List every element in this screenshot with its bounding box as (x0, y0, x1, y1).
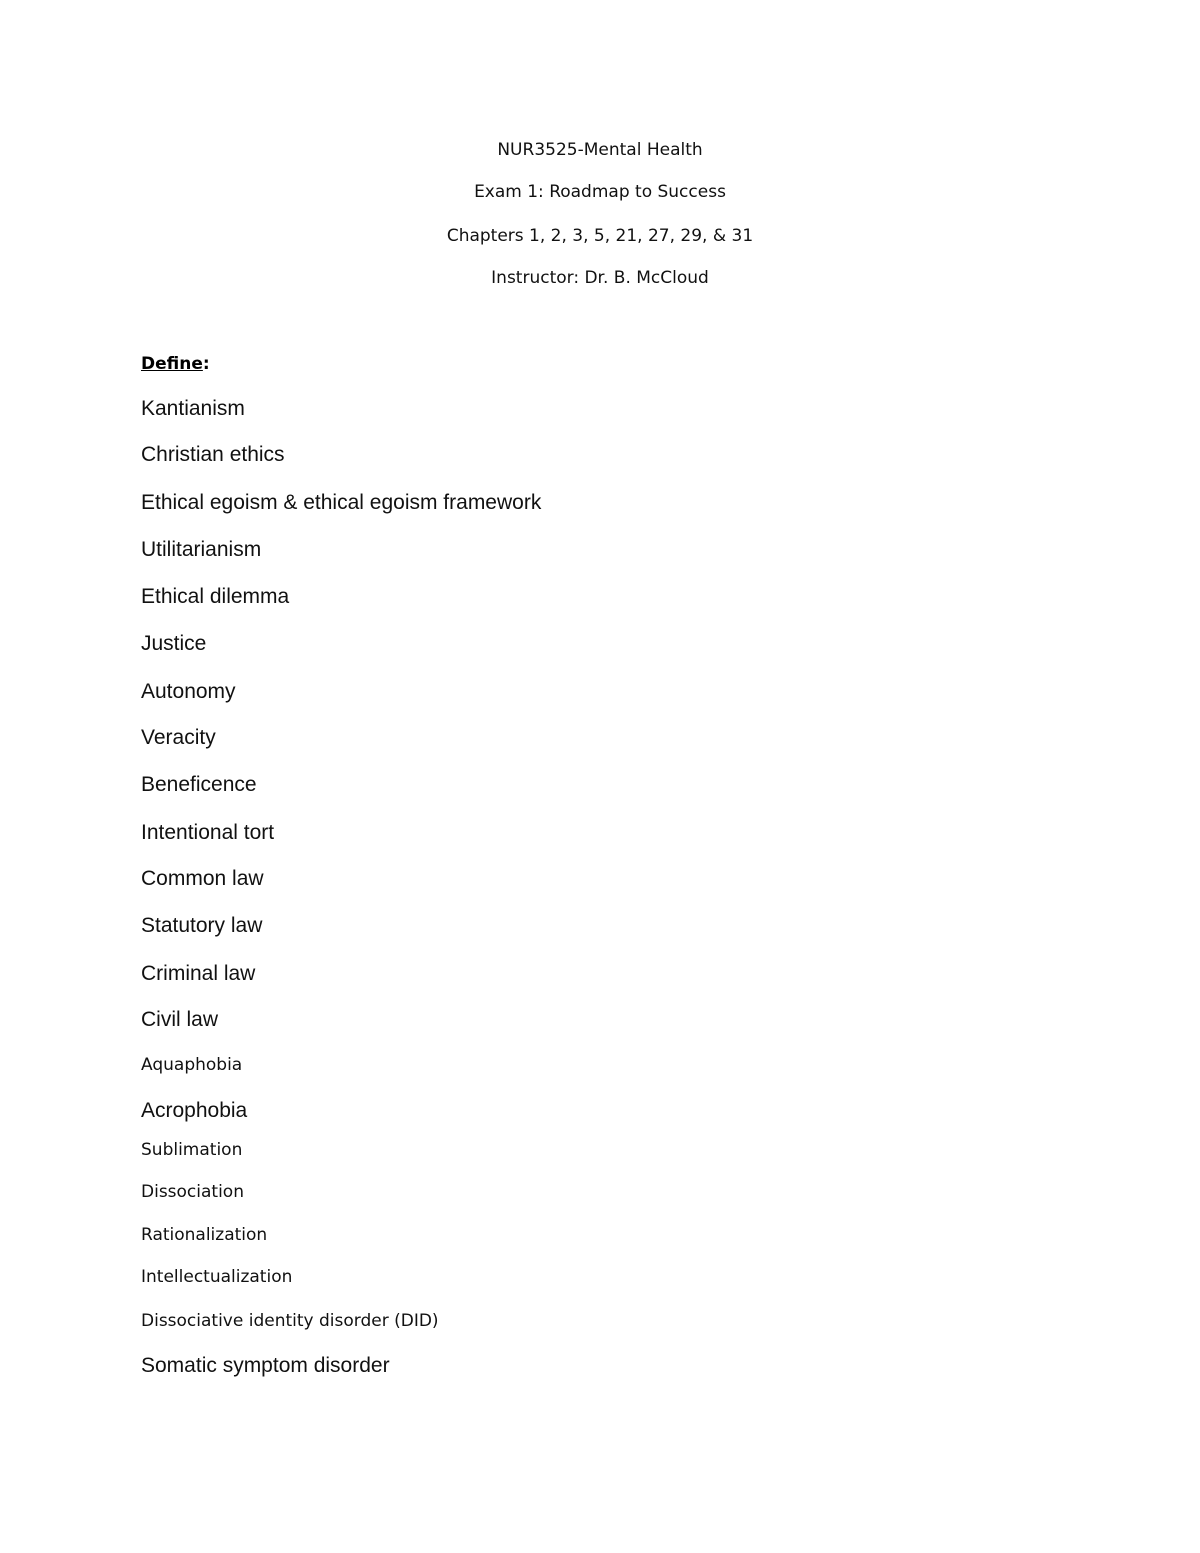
term-utilitarianism: Utilitarianism (141, 538, 262, 561)
term-beneficence: Beneficence (141, 773, 257, 796)
term-kantianism: Kantianism (141, 397, 245, 420)
instructor-line: Instructor: Dr. B. McCloud (491, 268, 709, 288)
define-colon: : (202, 354, 210, 374)
term-common-law: Common law (141, 867, 264, 890)
term-dissociative-identity-disorder: Dissociative identity disorder (DID) (141, 1311, 439, 1331)
term-dissociation: Dissociation (141, 1182, 244, 1202)
term-sublimation: Sublimation (141, 1140, 243, 1160)
define-label: Define (141, 354, 203, 374)
term-intentional-tort: Intentional tort (141, 821, 275, 844)
term-intellectualization: Intellectualization (141, 1267, 293, 1287)
chapters-line: Chapters 1, 2, 3, 5, 21, 27, 29, & 31 (446, 226, 754, 246)
term-christian-ethics: Christian ethics (141, 443, 285, 466)
define-heading (141, 353, 210, 375)
term-veracity: Veracity (141, 726, 216, 749)
term-somatic-symptom-disorder: Somatic symptom disorder (141, 1354, 390, 1377)
term-criminal-law: Criminal law (141, 962, 256, 985)
term-acrophobia: Acrophobia (141, 1099, 248, 1122)
term-statutory-law: Statutory law (141, 914, 263, 937)
term-ethical-dilemma: Ethical dilemma (141, 585, 290, 608)
course-title: NUR3525-Mental Health (497, 140, 703, 160)
term-aquaphobia: Aquaphobia (141, 1055, 243, 1075)
term-autonomy: Autonomy (141, 680, 236, 703)
term-ethical-egoism: Ethical egoism & ethical egoism framework (141, 491, 542, 514)
term-civil-law: Civil law (141, 1008, 219, 1031)
exam-title: Exam 1: Roadmap to Success (474, 182, 726, 202)
term-justice: Justice (141, 632, 207, 655)
term-rationalization: Rationalization (141, 1225, 268, 1245)
